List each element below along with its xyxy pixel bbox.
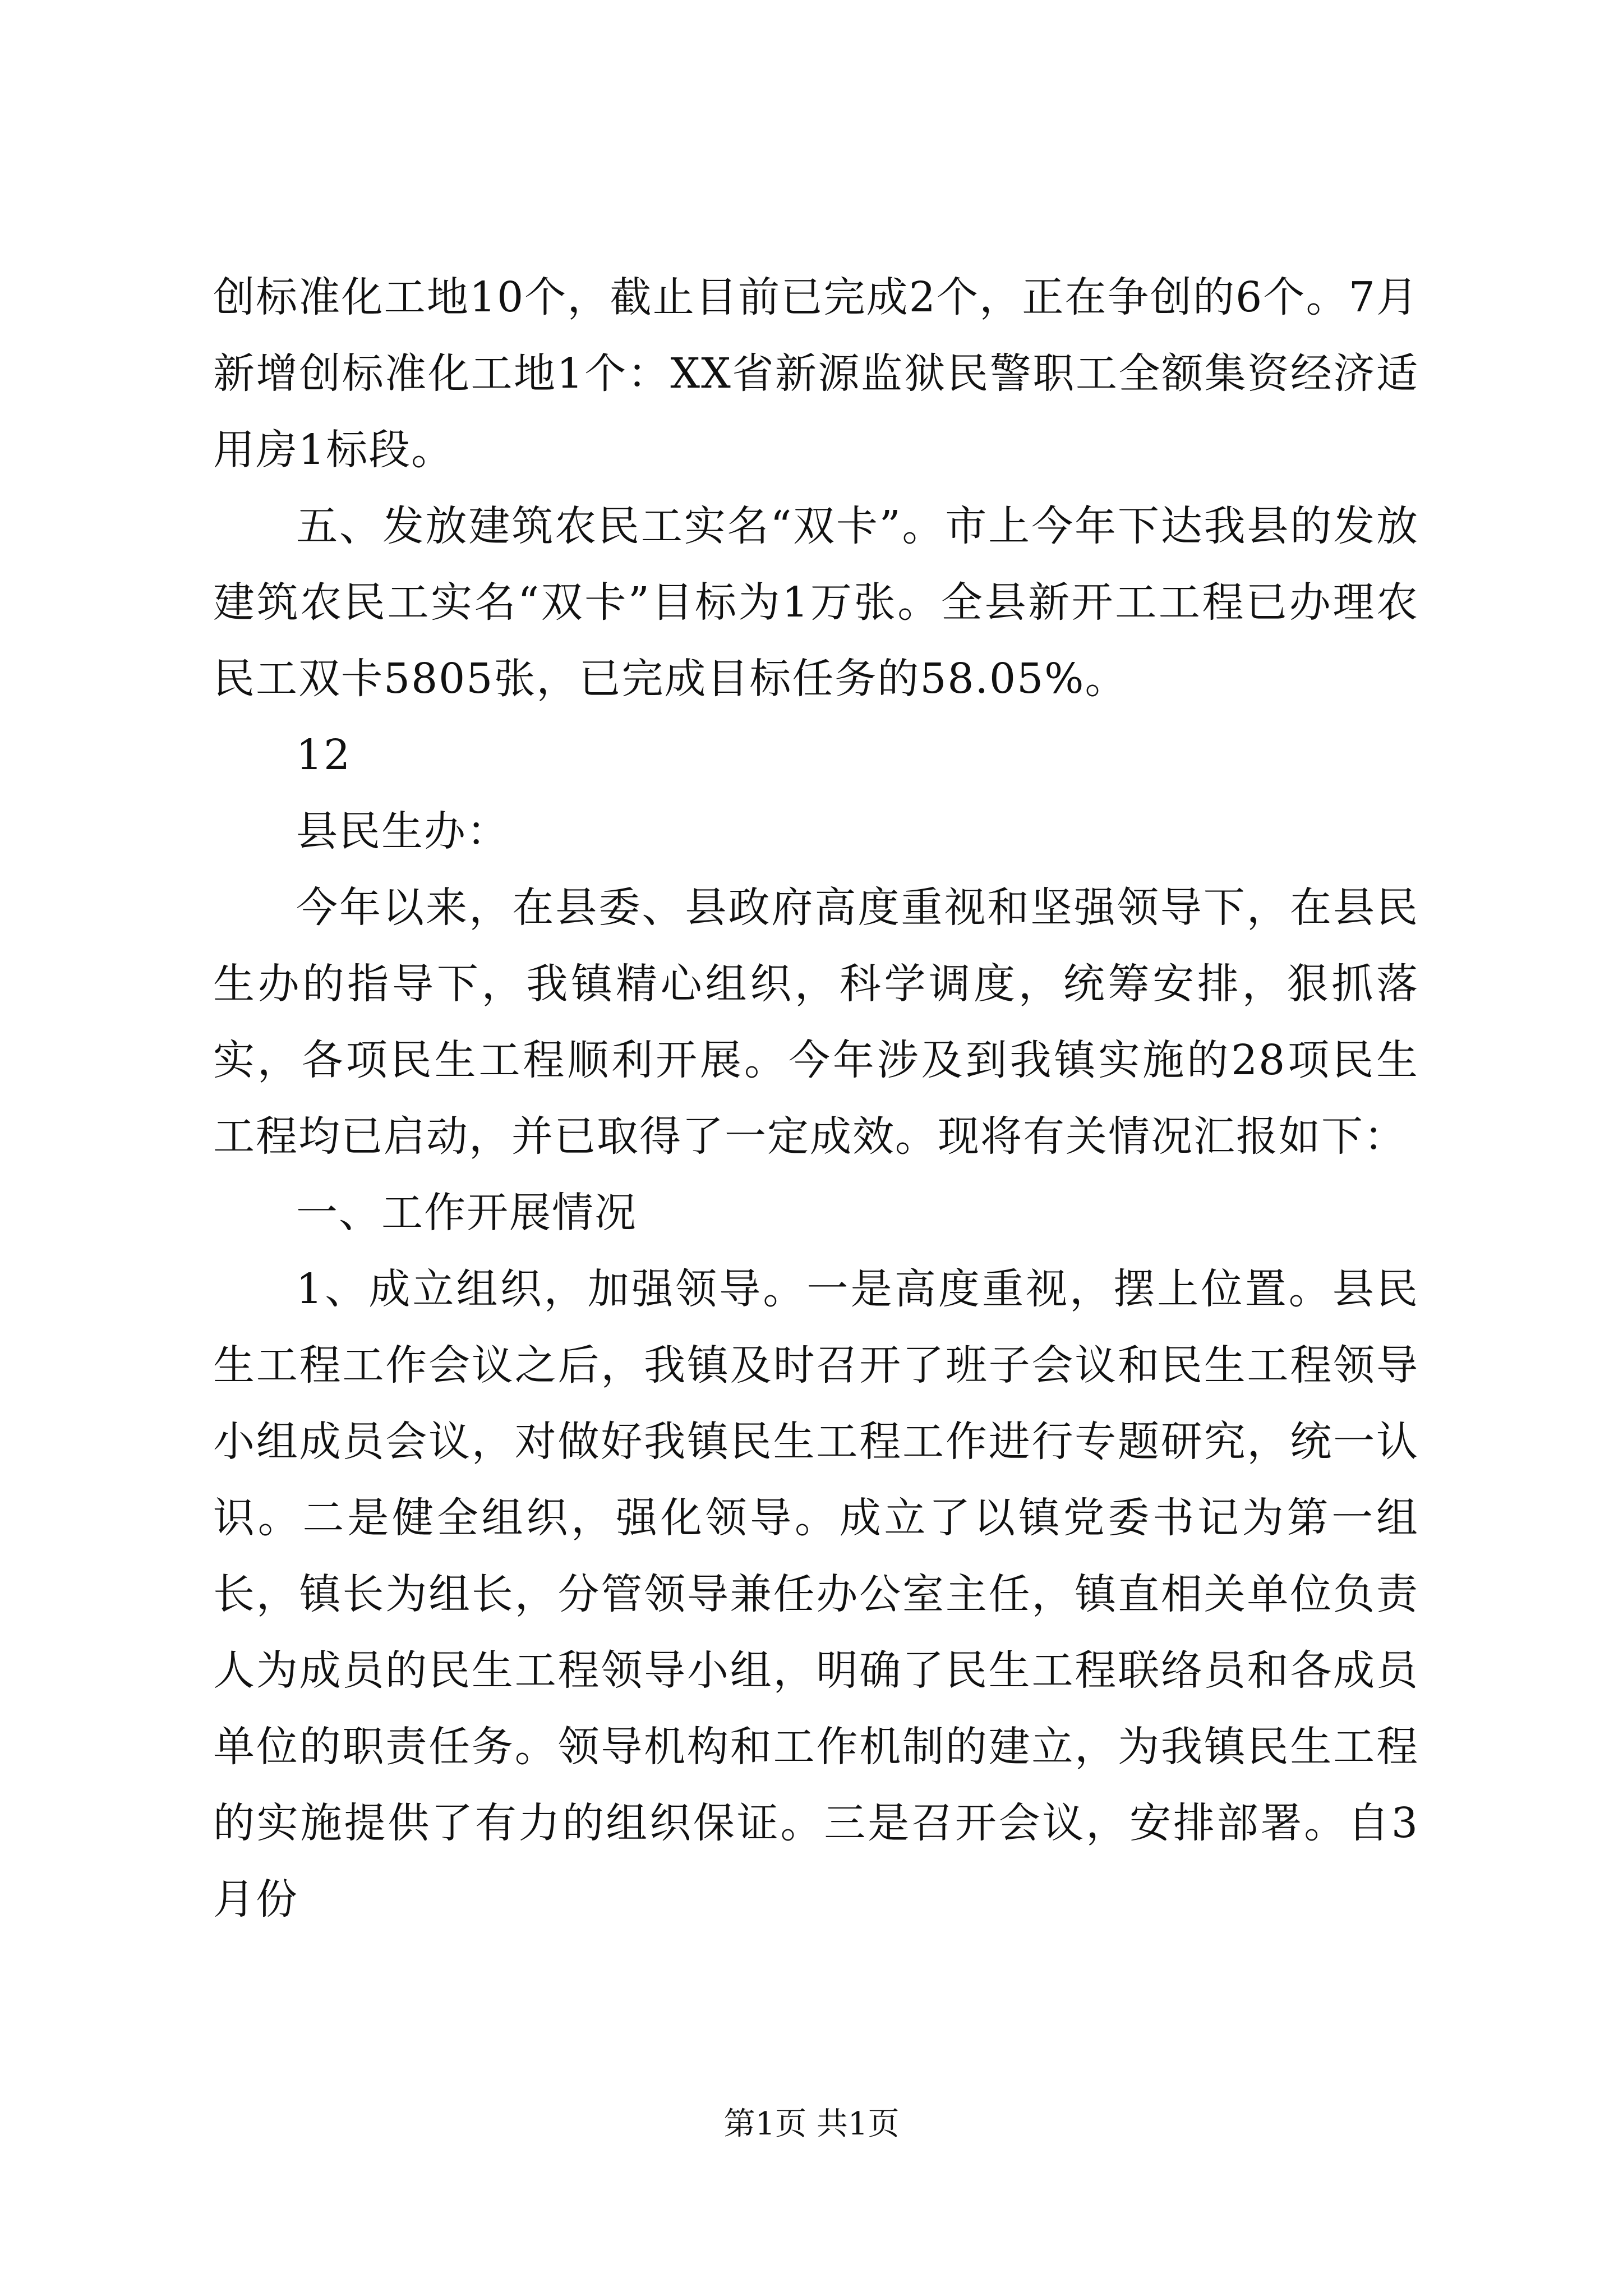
paragraph-number: 12 bbox=[296, 731, 352, 779]
paragraph-section-five: 五、发放建筑农民工实名“双卡”。市上今年下达我县的发放建筑农民工实名“双卡”目标为1万张。全县新开工工程已办理农民工双卡5805张，已完成目标任务的58.05%。 bbox=[213, 502, 1419, 703]
page-footer: 第1页 共1页 bbox=[723, 2106, 900, 2142]
section-heading: 一、工作开展情况 bbox=[296, 1189, 637, 1237]
paragraph-addressee: 县民生办： bbox=[296, 807, 509, 855]
paragraph-continuation: 创标准化工地10个，截止目前已完成2个，正在争创的6个。7月新增创标准化工地1个：XX省新源监狱民警职工全额集资经济适用房1标段。 bbox=[213, 273, 1419, 474]
document-body bbox=[213, 259, 1419, 1938]
paragraph-item-one: 1、成立组织，加强领导。一是高度重视，摆上位置。县民生工程工作会议之后，我镇及时召开了班子会议和民生工程领导小组成员会议，对做好我镇民生工程工作进行专题研究，统一认识。二是健全组织，强化领导。成立了以镇党委书记为第一组长，镇长为组长，分管领导兼任办公室主任，镇直相关单位负责人为成员的民生工程领导小组，明确了民生工程联络员和各成员单位的职责任务。领导机构和工作机制的建立，为我镇民生工程的实施提供了有力的组织保证。三是召开会议，安排部署。自3月份 bbox=[213, 1265, 1419, 1924]
paragraph-intro: 今年以来，在县委、县政府高度重视和坚强领导下，在县民生办的指导下，我镇精心组织，科学调度，统筹安排，狠抓落实，各项民生工程顺利开展。今年涉及到我镇实施的28项民生工程均已启动，并已取得了一定成效。现将有关情况汇报如下： bbox=[213, 884, 1419, 1161]
